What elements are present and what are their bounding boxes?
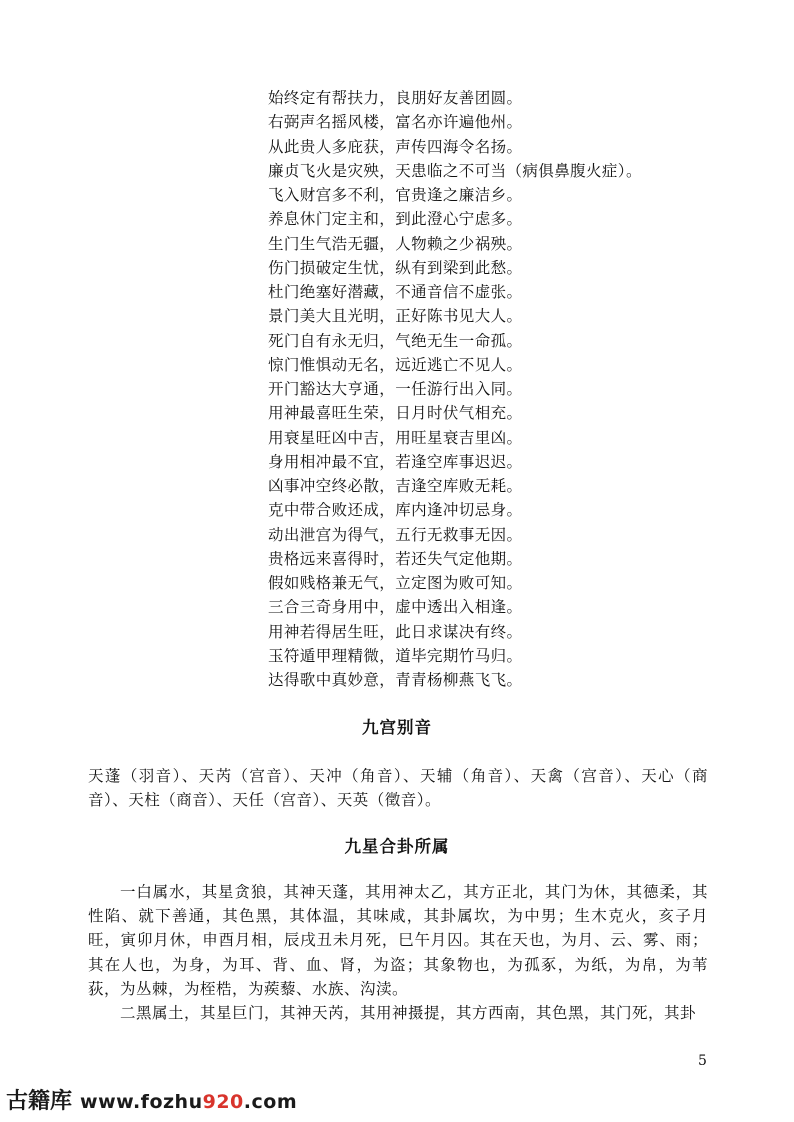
poem-line: 身用相冲最不宜，若逢空库事迟迟。 xyxy=(268,452,523,471)
section-heading-nine-palaces: 九宫别音 xyxy=(362,718,432,737)
poem-line: 廉贞飞火是灾殃，天患临之不可当（病俱鼻腹火症）。 xyxy=(268,161,642,180)
poem-line: 开门豁达大亨通，一任游行出入同。 xyxy=(268,380,523,398)
poem-line: 右弼声名摇风楼，富名亦许遍他州。 xyxy=(268,113,523,132)
watermark-url-prefix: www.fozhu xyxy=(80,1091,203,1113)
poem-line: 从此贵人多庇获，声传四海令名扬。 xyxy=(268,137,523,156)
poem-line: 伤门损破定生忧，纵有到梁到此愁。 xyxy=(268,258,523,277)
watermark-url-accent: 920 xyxy=(202,1091,244,1113)
nine-stars-paragraph-1: 一白属水，其星贪狼，其神天蓬，其用神太乙，其方正北，其门为休，其德柔，其性陷、就下善通，其色黑，其体温，其味咸，其卦属坎，为中男；生木克火，亥子月旺，寅卯月休，申酉月相，辰戌丑未月死，巳午月囚。其在天也，为月、云、雾、雨；其在人也，为身，为耳、背、血、肾，为盗；其象物也，为孤豖，为纸，为帛，为苇荻，为丛棘，为桎梏，为蒺藜、水族、沟渎。 xyxy=(88,883,708,998)
poem-line: 三合三奇身用中，虚中透出入相逢。 xyxy=(268,598,523,617)
nine-stars-paragraph-2: 二黑属土，其星巨门，其神天芮，其用神摄提，其方西南，其色黑，其门死，其卦 xyxy=(120,1004,697,1022)
poem-line: 生门生气浩无疆，人物赖之少祸殃。 xyxy=(268,234,523,253)
poem-line: 景门美大且光明，正好陈书见大人。 xyxy=(268,307,523,326)
poem-verse-list xyxy=(268,86,708,692)
poem-line: 养息休门定主和，到此澄心宁虑多。 xyxy=(268,210,523,229)
poem-line: 用神若得居生旺，此日求谋决有终。 xyxy=(268,622,523,641)
poem-line: 玉符遁甲理精微，道毕完期竹马归。 xyxy=(268,646,523,665)
poem-line: 死门自有永无归，气绝无生一命孤。 xyxy=(268,331,523,350)
poem-line: 飞入财宫多不利，官贵逢之廉洁乡。 xyxy=(268,186,523,204)
poem-line: 用神最喜旺生荣，日月时伏气相充。 xyxy=(268,404,523,423)
poem-line: 杜门绝塞好潜藏，不通音信不虚张。 xyxy=(268,283,523,301)
page-number: 5 xyxy=(698,1053,707,1069)
watermark-url-suffix: .com xyxy=(243,1091,298,1113)
watermark-site-url xyxy=(80,1091,297,1113)
poem-line: 始终定有帮扶力，良朋好友善团圆。 xyxy=(268,89,523,107)
poem-line: 凶事冲空终必散，吉逢空库败无耗。 xyxy=(268,477,523,495)
poem-line: 惊门惟惧动无名，远近逃亡不见人。 xyxy=(268,355,523,374)
site-watermark xyxy=(6,1084,297,1115)
watermark-brand: 古籍库 xyxy=(6,1089,73,1114)
poem-line: 假如贱格兼无气，立定图为败可知。 xyxy=(268,574,523,592)
poem-line: 克中带合败还成，库内逢冲切忌身。 xyxy=(268,501,523,520)
poem-line: 达得歌中真妙意，青青杨柳燕飞飞。 xyxy=(268,671,523,689)
poem-line: 动出泄宫为得气，五行无救事无因。 xyxy=(268,525,523,544)
nine-palaces-tones-paragraph: 天蓬（羽音）、天芮（宫音）、天冲（角音）、天辅（角音）、天禽（宫音）、天心（商音）、天柱（商音）、天任（宫音）、天英（徵音）。 xyxy=(88,767,708,810)
section-heading-nine-stars: 九星合卦所属 xyxy=(344,837,450,856)
poem-line: 用衰星旺凶中吉，用旺星衰吉里凶。 xyxy=(268,428,523,447)
poem-line: 贵格远来喜得时，若还失气定他期。 xyxy=(268,549,523,568)
